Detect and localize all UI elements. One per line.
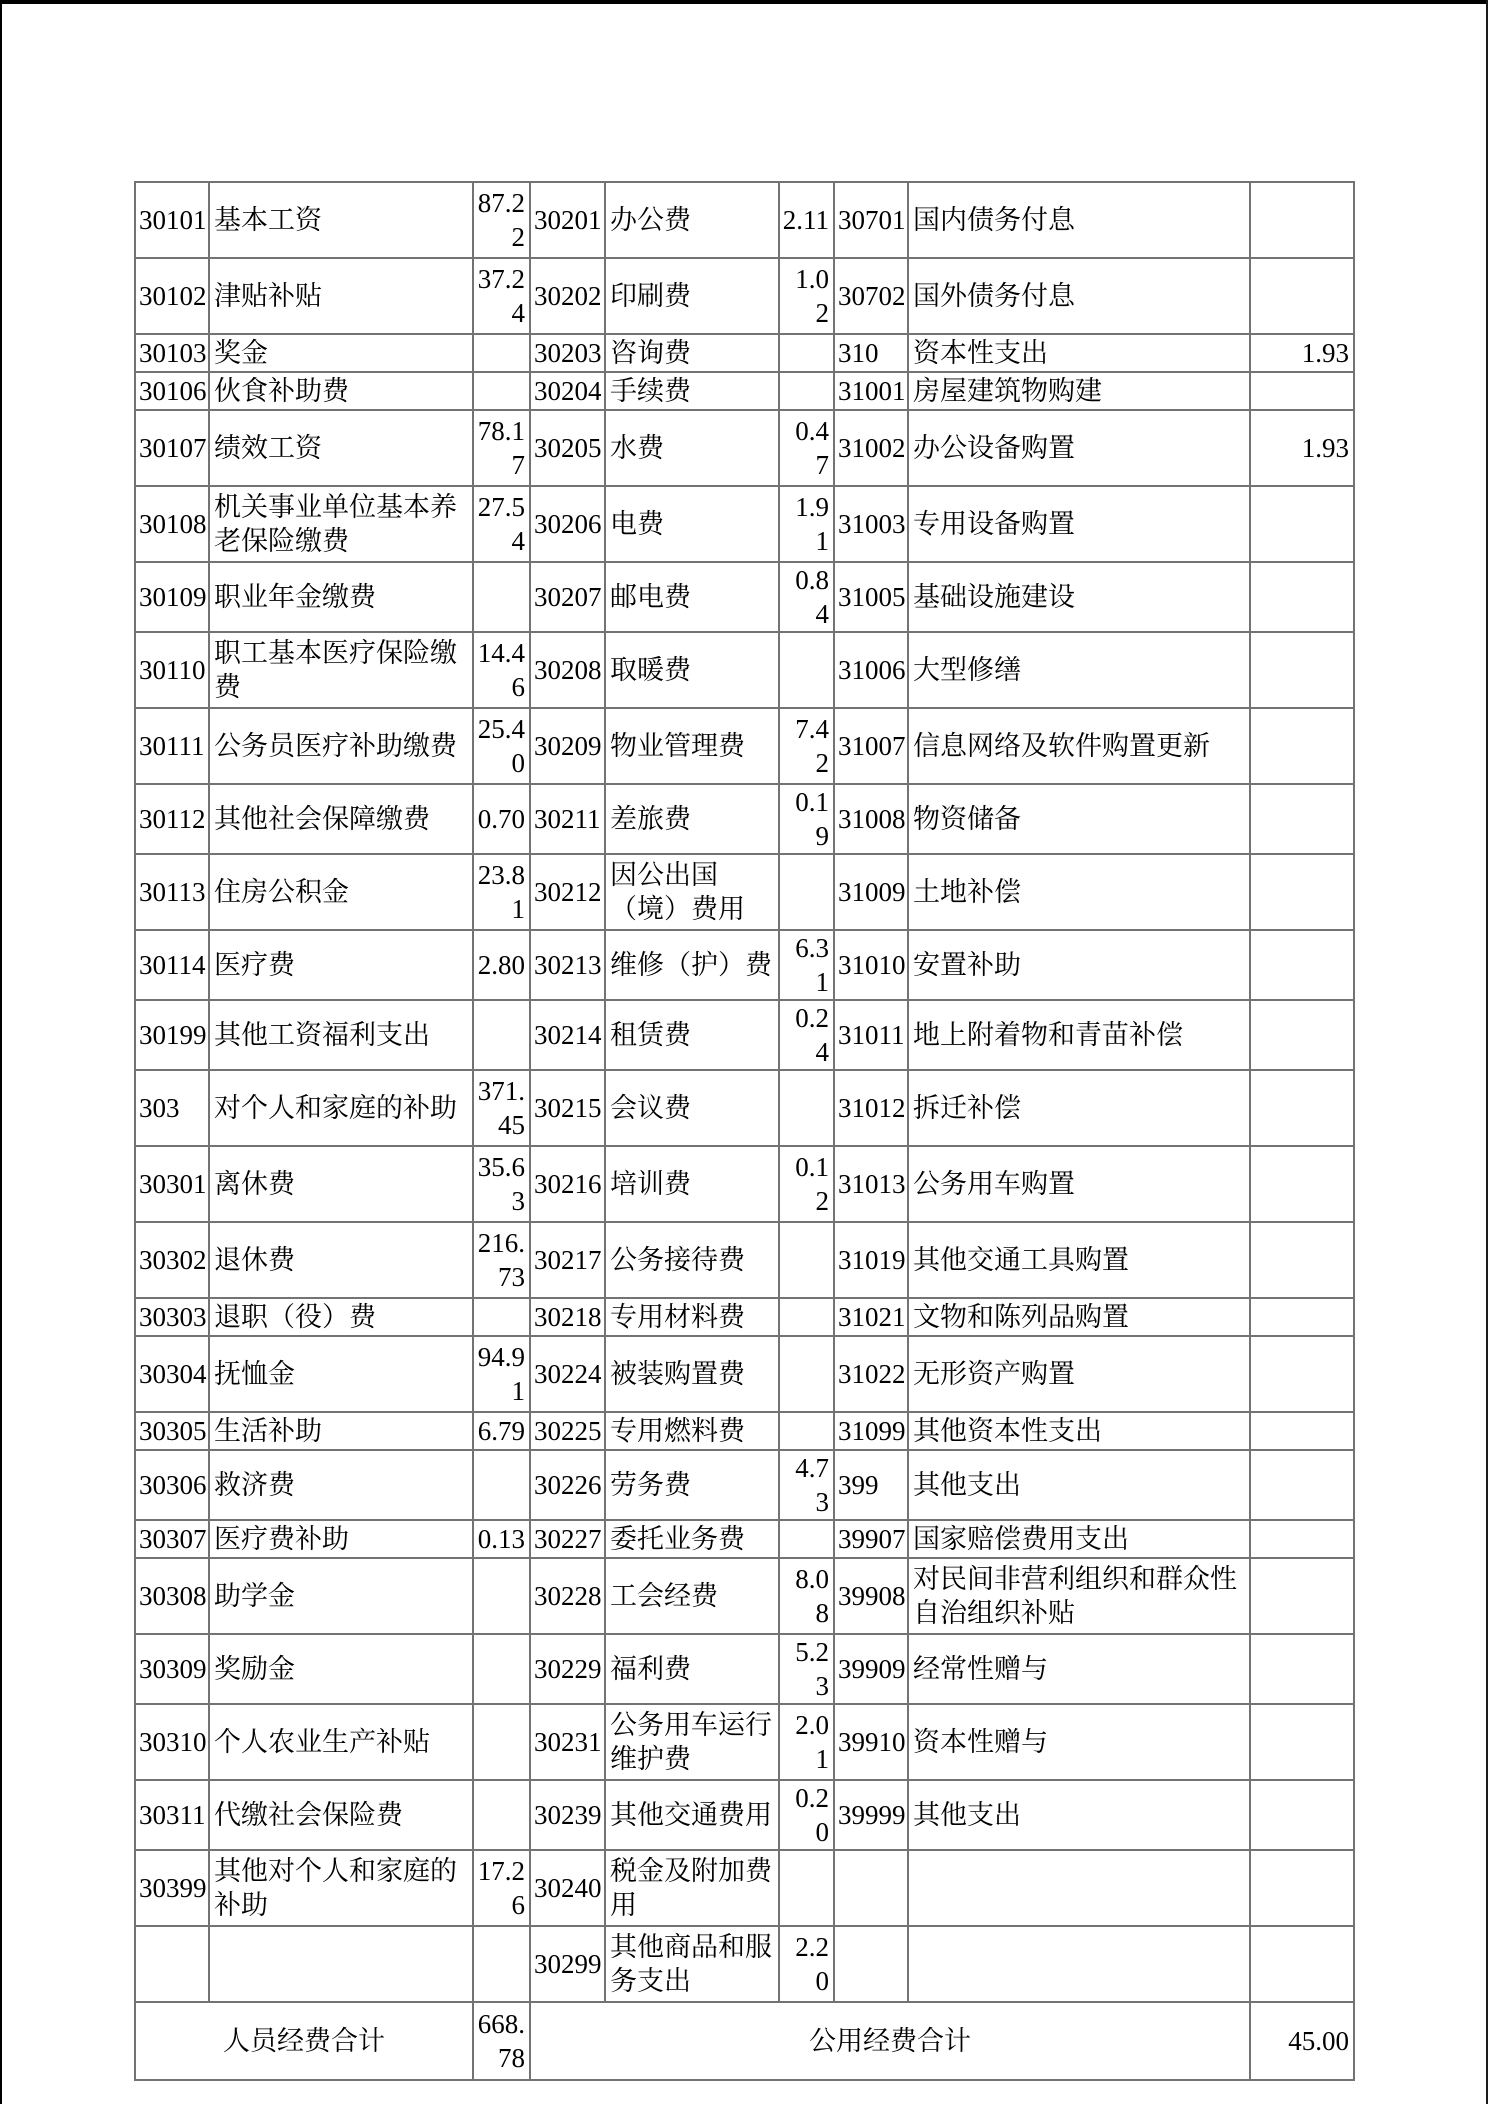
code-cell: 31022 [834,1336,908,1412]
code-cell: 30201 [530,182,605,258]
item-name-cell: 公务员医疗补助缴费 [209,708,473,784]
table-row [135,334,1354,372]
code-cell: 30106 [135,372,209,410]
item-name-cell: 其他工资福利支出 [209,1000,473,1070]
code-cell: 31005 [834,562,908,632]
amount-cell: 2.01 [779,1704,834,1780]
item-name-cell: 基本工资 [209,182,473,258]
item-name-cell: 土地补偿 [908,854,1250,930]
code-cell: 30214 [530,1000,605,1070]
item-name-cell: 咨询费 [605,334,779,372]
amount-cell: 0.12 [779,1146,834,1222]
amount-cell [1250,486,1354,562]
table-row [135,1298,1354,1336]
item-name-cell [209,1926,473,2002]
amount-cell: 371.45 [473,1070,530,1146]
table-row [135,1336,1354,1412]
code-cell: 30303 [135,1298,209,1336]
item-name-cell: 医疗费 [209,930,473,1000]
code-cell: 30217 [530,1222,605,1298]
code-cell: 30199 [135,1000,209,1070]
table-row [135,486,1354,562]
item-name-cell: 其他商品和服务支出 [605,1926,779,2002]
table-row [135,854,1354,930]
code-cell: 30213 [530,930,605,1000]
item-name-cell: 地上附着物和青苗补偿 [908,1000,1250,1070]
code-cell: 30229 [530,1634,605,1704]
code-cell: 30211 [530,784,605,854]
item-name-cell: 退休费 [209,1222,473,1298]
item-name-cell: 其他交通费用 [605,1780,779,1850]
item-name-cell: 伙食补助费 [209,372,473,410]
code-cell: 30206 [530,486,605,562]
amount-cell [1250,182,1354,258]
item-name-cell: 其他社会保障缴费 [209,784,473,854]
code-cell: 30113 [135,854,209,930]
amount-cell: 25.40 [473,708,530,784]
code-cell: 30212 [530,854,605,930]
item-name-cell: 个人农业生产补贴 [209,1704,473,1780]
public-total-label: 公用经费合计 [530,2002,1250,2080]
code-cell: 30209 [530,708,605,784]
item-name-cell: 对个人和家庭的补助 [209,1070,473,1146]
item-name-cell: 电费 [605,486,779,562]
amount-cell: 1.02 [779,258,834,334]
amount-cell [779,1070,834,1146]
amount-cell: 37.24 [473,258,530,334]
amount-cell: 0.20 [779,1780,834,1850]
amount-cell: 2.20 [779,1926,834,2002]
item-name-cell: 大型修缮 [908,632,1250,708]
item-name-cell: 公务接待费 [605,1222,779,1298]
code-cell: 31008 [834,784,908,854]
amount-cell [1250,708,1354,784]
table-row [135,410,1354,486]
item-name-cell: 国家赔偿费用支出 [908,1520,1250,1558]
item-name-cell: 其他支出 [908,1450,1250,1520]
table-row [135,1450,1354,1520]
amount-cell [473,1000,530,1070]
amount-cell [1250,1926,1354,2002]
code-cell: 30310 [135,1704,209,1780]
item-name-cell: 职工基本医疗保险缴费 [209,632,473,708]
amount-cell [473,562,530,632]
code-cell: 30101 [135,182,209,258]
amount-cell [1250,1450,1354,1520]
code-cell: 30240 [530,1850,605,1926]
amount-cell: 1.93 [1250,334,1354,372]
page-edge-left [0,0,2,2104]
amount-cell: 2.80 [473,930,530,1000]
item-name-cell [908,1926,1250,2002]
amount-cell [473,1926,530,2002]
item-name-cell: 被装购置费 [605,1336,779,1412]
code-cell: 31021 [834,1298,908,1336]
code-cell: 31009 [834,854,908,930]
amount-cell: 35.63 [473,1146,530,1222]
amount-cell [1250,1146,1354,1222]
item-name-cell: 福利费 [605,1634,779,1704]
item-name-cell: 国外债务付息 [908,258,1250,334]
table-row [135,1780,1354,1850]
amount-cell: 87.22 [473,182,530,258]
code-cell: 30302 [135,1222,209,1298]
code-cell: 30110 [135,632,209,708]
amount-cell [473,1558,530,1634]
amount-cell [1250,930,1354,1000]
amount-cell: 216.73 [473,1222,530,1298]
code-cell: 39910 [834,1704,908,1780]
code-cell: 31011 [834,1000,908,1070]
item-name-cell: 基础设施建设 [908,562,1250,632]
table-row [135,1412,1354,1450]
code-cell: 30224 [530,1336,605,1412]
code-cell: 39999 [834,1780,908,1850]
amount-cell [1250,1000,1354,1070]
item-name-cell: 税金及附加费用 [605,1850,779,1926]
table-row [135,1926,1354,2002]
table-row [135,1634,1354,1704]
item-name-cell: 助学金 [209,1558,473,1634]
amount-cell [1250,1336,1354,1412]
code-cell: 31007 [834,708,908,784]
table-row [135,1000,1354,1070]
code-cell: 30702 [834,258,908,334]
code-cell [834,1850,908,1926]
code-cell: 30299 [530,1926,605,2002]
item-name-cell: 职业年金缴费 [209,562,473,632]
page-edge-top [0,0,1488,4]
amount-cell: 6.31 [779,930,834,1000]
table-row [135,562,1354,632]
code-cell: 30228 [530,1558,605,1634]
item-name-cell: 水费 [605,410,779,486]
code-cell [135,1926,209,2002]
table-row [135,930,1354,1000]
item-name-cell: 其他对个人和家庭的补助 [209,1850,473,1926]
item-name-cell: 工会经费 [605,1558,779,1634]
code-cell: 30207 [530,562,605,632]
amount-cell [1250,1222,1354,1298]
item-name-cell: 奖励金 [209,1634,473,1704]
code-cell: 30701 [834,182,908,258]
amount-cell [779,1412,834,1450]
item-name-cell: 其他交通工具购置 [908,1222,1250,1298]
item-name-cell: 退职（役）费 [209,1298,473,1336]
code-cell: 30304 [135,1336,209,1412]
table-row [135,1704,1354,1780]
amount-cell [1250,562,1354,632]
item-name-cell: 取暖费 [605,632,779,708]
item-name-cell: 资本性支出 [908,334,1250,372]
amount-cell: 17.26 [473,1850,530,1926]
table-row [135,1850,1354,1926]
item-name-cell: 会议费 [605,1070,779,1146]
budget-table-body [135,182,1354,2080]
code-cell: 39909 [834,1634,908,1704]
code-cell: 30205 [530,410,605,486]
code-cell: 310 [834,334,908,372]
code-cell: 31013 [834,1146,908,1222]
item-name-cell: 办公设备购置 [908,410,1250,486]
code-cell: 31002 [834,410,908,486]
code-cell: 30114 [135,930,209,1000]
amount-cell: 23.81 [473,854,530,930]
public-total-value: 45.00 [1250,2002,1354,2080]
amount-cell: 78.17 [473,410,530,486]
code-cell: 30311 [135,1780,209,1850]
item-name-cell: 奖金 [209,334,473,372]
code-cell: 30111 [135,708,209,784]
code-cell: 30109 [135,562,209,632]
amount-cell [1250,1520,1354,1558]
item-name-cell: 代缴社会保险费 [209,1780,473,1850]
totals-row [135,2002,1354,2080]
item-name-cell: 邮电费 [605,562,779,632]
code-cell: 39907 [834,1520,908,1558]
item-name-cell: 差旅费 [605,784,779,854]
amount-cell: 0.84 [779,562,834,632]
code-cell: 30231 [530,1704,605,1780]
code-cell: 31001 [834,372,908,410]
item-name-cell: 物资储备 [908,784,1250,854]
item-name-cell: 物业管理费 [605,708,779,784]
item-name-cell: 专用材料费 [605,1298,779,1336]
item-name-cell: 培训费 [605,1146,779,1222]
code-cell: 30204 [530,372,605,410]
budget-table [134,181,1355,2081]
item-name-cell: 资本性赠与 [908,1704,1250,1780]
item-name-cell: 机关事业单位基本养老保险缴费 [209,486,473,562]
item-name-cell: 维修（护）费 [605,930,779,1000]
code-cell: 39908 [834,1558,908,1634]
code-cell: 30102 [135,258,209,334]
amount-cell [1250,632,1354,708]
code-cell: 30301 [135,1146,209,1222]
table-row [135,632,1354,708]
amount-cell: 1.93 [1250,410,1354,486]
item-name-cell: 专用设备购置 [908,486,1250,562]
item-name-cell: 医疗费补助 [209,1520,473,1558]
item-name-cell: 印刷费 [605,258,779,334]
amount-cell [473,1298,530,1336]
amount-cell [1250,1412,1354,1450]
table-row [135,1222,1354,1298]
item-name-cell: 手续费 [605,372,779,410]
item-name-cell: 住房公积金 [209,854,473,930]
table-row [135,258,1354,334]
item-name-cell: 抚恤金 [209,1336,473,1412]
table-row [135,1070,1354,1146]
code-cell: 30306 [135,1450,209,1520]
amount-cell [779,1520,834,1558]
amount-cell: 0.13 [473,1520,530,1558]
amount-cell [1250,258,1354,334]
amount-cell: 27.54 [473,486,530,562]
code-cell: 30203 [530,334,605,372]
code-cell: 30308 [135,1558,209,1634]
amount-cell: 5.23 [779,1634,834,1704]
personnel-total-label: 人员经费合计 [135,2002,473,2080]
item-name-cell: 无形资产购置 [908,1336,1250,1412]
amount-cell [473,334,530,372]
code-cell: 303 [135,1070,209,1146]
code-cell: 30225 [530,1412,605,1450]
code-cell: 30226 [530,1450,605,1520]
amount-cell [779,334,834,372]
amount-cell [779,854,834,930]
code-cell: 30305 [135,1412,209,1450]
item-name-cell: 专用燃料费 [605,1412,779,1450]
amount-cell [1250,1558,1354,1634]
amount-cell [473,1704,530,1780]
amount-cell: 0.24 [779,1000,834,1070]
code-cell: 31010 [834,930,908,1000]
code-cell: 30103 [135,334,209,372]
code-cell: 30107 [135,410,209,486]
amount-cell [1250,1298,1354,1336]
amount-cell: 94.91 [473,1336,530,1412]
item-name-cell: 离休费 [209,1146,473,1222]
code-cell: 31019 [834,1222,908,1298]
item-name-cell: 委托业务费 [605,1520,779,1558]
amount-cell: 6.79 [473,1412,530,1450]
amount-cell [1250,854,1354,930]
item-name-cell: 救济费 [209,1450,473,1520]
item-name-cell: 公务用车运行维护费 [605,1704,779,1780]
item-name-cell: 国内债务付息 [908,182,1250,258]
code-cell [834,1926,908,2002]
item-name-cell: 其他支出 [908,1780,1250,1850]
amount-cell: 0.47 [779,410,834,486]
item-name-cell: 公务用车购置 [908,1146,1250,1222]
amount-cell [473,1450,530,1520]
code-cell: 399 [834,1450,908,1520]
code-cell: 30108 [135,486,209,562]
item-name-cell: 租赁费 [605,1000,779,1070]
amount-cell [1250,1070,1354,1146]
amount-cell [473,1634,530,1704]
amount-cell [1250,1780,1354,1850]
item-name-cell: 安置补助 [908,930,1250,1000]
table-row [135,1520,1354,1558]
item-name-cell: 津贴补贴 [209,258,473,334]
item-name-cell: 绩效工资 [209,410,473,486]
code-cell: 30215 [530,1070,605,1146]
amount-cell [779,1222,834,1298]
amount-cell: 2.11 [779,182,834,258]
code-cell: 30202 [530,258,605,334]
code-cell: 31012 [834,1070,908,1146]
code-cell: 30112 [135,784,209,854]
amount-cell [1250,1704,1354,1780]
table-row [135,1146,1354,1222]
table-row [135,1558,1354,1634]
table-row [135,372,1354,410]
item-name-cell: 其他资本性支出 [908,1412,1250,1450]
table-row [135,784,1354,854]
table-row [135,182,1354,258]
code-cell: 30218 [530,1298,605,1336]
amount-cell [779,1336,834,1412]
item-name-cell: 办公费 [605,182,779,258]
amount-cell [779,1850,834,1926]
amount-cell [779,1298,834,1336]
code-cell: 31003 [834,486,908,562]
amount-cell [473,372,530,410]
amount-cell [473,1780,530,1850]
code-cell: 31099 [834,1412,908,1450]
item-name-cell [908,1850,1250,1926]
table-row [135,708,1354,784]
code-cell: 30307 [135,1520,209,1558]
code-cell: 30399 [135,1850,209,1926]
amount-cell [1250,372,1354,410]
amount-cell [779,632,834,708]
item-name-cell: 拆迁补偿 [908,1070,1250,1146]
amount-cell: 0.70 [473,784,530,854]
amount-cell: 14.46 [473,632,530,708]
amount-cell: 7.42 [779,708,834,784]
amount-cell: 4.73 [779,1450,834,1520]
item-name-cell: 信息网络及软件购置更新 [908,708,1250,784]
personnel-total-value: 668.78 [473,2002,530,2080]
amount-cell: 1.91 [779,486,834,562]
code-cell: 30208 [530,632,605,708]
code-cell: 30239 [530,1780,605,1850]
amount-cell [1250,1850,1354,1926]
item-name-cell: 房屋建筑物购建 [908,372,1250,410]
code-cell: 30216 [530,1146,605,1222]
item-name-cell: 劳务费 [605,1450,779,1520]
amount-cell [1250,1634,1354,1704]
amount-cell: 8.08 [779,1558,834,1634]
code-cell: 30309 [135,1634,209,1704]
item-name-cell: 经常性赠与 [908,1634,1250,1704]
code-cell: 30227 [530,1520,605,1558]
code-cell: 31006 [834,632,908,708]
item-name-cell: 对民间非营利组织和群众性自治组织补贴 [908,1558,1250,1634]
item-name-cell: 生活补助 [209,1412,473,1450]
amount-cell [779,372,834,410]
amount-cell [1250,784,1354,854]
item-name-cell: 因公出国（境）费用 [605,854,779,930]
amount-cell: 0.19 [779,784,834,854]
item-name-cell: 文物和陈列品购置 [908,1298,1250,1336]
